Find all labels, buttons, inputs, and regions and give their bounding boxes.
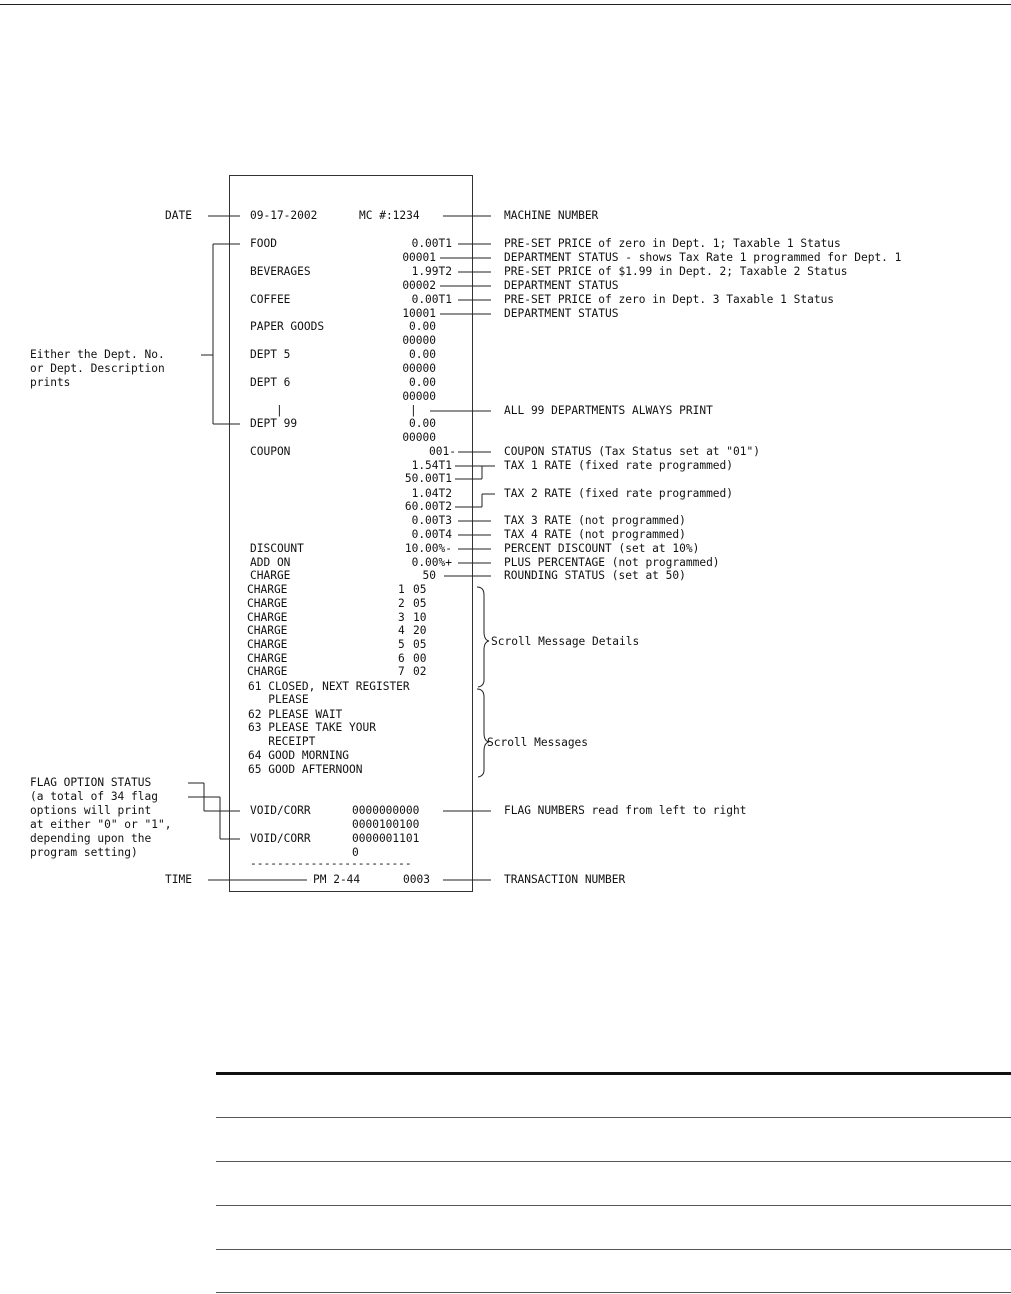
label-rounding: ROUNDING STATUS (set at 50) — [504, 569, 686, 582]
charge-num: 1 — [398, 583, 405, 596]
dept-name-coffee: COFFEE — [250, 293, 291, 306]
dept-status-5: 00000 — [402, 362, 436, 375]
label-dept-or-desc-1: Either the Dept. No. — [30, 348, 165, 361]
charge-name: CHARGE — [247, 611, 288, 624]
charge-num: 6 — [398, 652, 405, 665]
label-preset-dept1: PRE-SET PRICE of zero in Dept. 1; Taxable 1 Status — [504, 237, 841, 250]
receipt-machine: MC #:1234 — [359, 209, 420, 222]
label-preset-dept2: PRE-SET PRICE of $1.99 in Dept. 2; Taxable 2 Status — [504, 265, 848, 278]
dept-price-6: 0.00 — [409, 376, 436, 389]
label-all-99: ALL 99 DEPARTMENTS ALWAYS PRINT — [504, 404, 713, 417]
ellipsis-mark-right: | — [410, 404, 417, 417]
label-dept-status-1: DEPARTMENT STATUS - shows Tax Rate 1 programmed for Dept. 1 — [504, 251, 902, 264]
dept-price-paper-goods: 0.00 — [409, 320, 436, 333]
label-scroll-details: Scroll Message Details — [491, 635, 640, 648]
charge-name: CHARGE — [247, 624, 288, 637]
charge-num: 7 — [398, 665, 405, 678]
dept-price-coffee: 0.00T1 — [411, 293, 452, 306]
discount-name: DISCOUNT — [250, 542, 304, 555]
dept-name-99: DEPT 99 — [250, 417, 298, 430]
dept-status-6: 00000 — [402, 390, 436, 403]
table-row-rule — [216, 1292, 1011, 1293]
label-flag-option-4: at either "0" or "1", — [30, 818, 172, 831]
dept-price-99: 0.00 — [409, 417, 436, 430]
label-flag-option-1: FLAG OPTION STATUS — [30, 776, 152, 789]
charge-value: 00 — [413, 652, 427, 665]
label-dept-or-desc-2: or Dept. Description — [30, 362, 165, 375]
dept-name-food: FOOD — [250, 237, 277, 250]
label-flag-option-5: depending upon the — [30, 832, 152, 845]
receipt-date: 09-17-2002 — [250, 209, 318, 222]
dept-price-food: 0.00T1 — [411, 237, 452, 250]
scroll-message: 65 GOOD AFTERNOON — [248, 763, 363, 776]
label-tax4: TAX 4 RATE (not programmed) — [504, 528, 686, 541]
label-tax3: TAX 3 RATE (not programmed) — [504, 514, 686, 527]
dept-name-paper-goods: PAPER GOODS — [250, 320, 325, 333]
label-plus-percentage: PLUS PERCENTAGE (not programmed) — [504, 556, 720, 569]
scroll-message: PLEASE — [248, 693, 309, 706]
charge-num: 3 — [398, 611, 405, 624]
receipt-transaction: 0003 — [403, 873, 430, 886]
tax-line: 1.54T1 — [411, 459, 452, 472]
dept-name-6: DEPT 6 — [250, 376, 291, 389]
tax-line: 60.00T2 — [404, 500, 452, 513]
discount-value: 10.00%- — [404, 542, 452, 555]
charge-value: 20 — [413, 624, 427, 637]
label-flag-numbers: FLAG NUMBERS read from left to right — [504, 804, 747, 817]
void-corr-2-line2: 0 — [352, 846, 359, 859]
label-coupon-status: COUPON STATUS (Tax Status set at "01") — [504, 445, 760, 458]
charge-name: CHARGE — [247, 638, 288, 651]
label-tax2: TAX 2 RATE (fixed rate programmed) — [504, 487, 734, 500]
dept-price-5: 0.00 — [409, 348, 436, 361]
void-corr-1-line2: 0000100100 — [352, 818, 420, 831]
charge-value: 05 — [413, 583, 427, 596]
label-time: TIME — [165, 873, 192, 886]
dept-name-5: DEPT 5 — [250, 348, 291, 361]
tax-line: 0.00T4 — [411, 528, 452, 541]
label-transaction-number: TRANSACTION NUMBER — [504, 873, 626, 886]
void-corr-2-name: VOID/CORR — [250, 832, 311, 845]
dept-price-beverages: 1.99T2 — [411, 265, 452, 278]
tax-line: 0.00T3 — [411, 514, 452, 527]
receipt-time: PM 2-44 — [313, 873, 361, 886]
charge-name: CHARGE — [247, 583, 288, 596]
label-machine-number: MACHINE NUMBER — [504, 209, 599, 222]
tax-line: 1.04T2 — [411, 487, 452, 500]
void-corr-1-line1: 0000000000 — [352, 804, 420, 817]
table-row-rule — [216, 1205, 1011, 1206]
charge-name: CHARGE — [247, 652, 288, 665]
addon-name: ADD ON — [250, 556, 291, 569]
dept-status-beverages: 00002 — [402, 279, 436, 292]
scroll-message: 64 GOOD MORNING — [248, 749, 350, 762]
label-dept-status-2: DEPARTMENT STATUS — [504, 279, 619, 292]
charge-value: 10 — [413, 611, 427, 624]
charge-value: 05 — [413, 597, 427, 610]
charge-value: 05 — [413, 638, 427, 651]
dept-status-food: 00001 — [402, 251, 436, 264]
label-dept-status-3: DEPARTMENT STATUS — [504, 307, 619, 320]
ellipsis-mark-left: | — [276, 404, 283, 417]
table-row-rule — [216, 1117, 1011, 1118]
void-corr-2-line1: 0000001101 — [352, 832, 420, 845]
label-flag-option-2: (a total of 34 flag — [30, 790, 158, 803]
label-dept-or-desc-3: prints — [30, 376, 71, 389]
dept-status-coffee: 10001 — [402, 307, 436, 320]
table-row-rule — [216, 1249, 1011, 1250]
scroll-message: 61 CLOSED, NEXT REGISTER — [248, 680, 410, 693]
table-top-rule — [216, 1072, 1011, 1075]
charge-value: 02 — [413, 665, 427, 678]
label-date: DATE — [165, 209, 192, 222]
charge-name: CHARGE — [247, 665, 288, 678]
dept-name-beverages: BEVERAGES — [250, 265, 311, 278]
label-percent-discount: PERCENT DISCOUNT (set at 10%) — [504, 542, 700, 555]
receipt-dash-line: ------------------------ — [250, 857, 412, 870]
scroll-message: RECEIPT — [248, 735, 316, 748]
coupon-name: COUPON — [250, 445, 291, 458]
scroll-message: 63 PLEASE TAKE YOUR — [248, 721, 376, 734]
label-scroll-messages: Scroll Messages — [487, 736, 589, 749]
charge-num: 2 — [398, 597, 405, 610]
void-corr-1-name: VOID/CORR — [250, 804, 311, 817]
addon-value: 0.00%+ — [411, 556, 452, 569]
label-preset-dept3: PRE-SET PRICE of zero in Dept. 3 Taxable 1 Status — [504, 293, 835, 306]
label-tax1: TAX 1 RATE (fixed rate programmed) — [504, 459, 734, 472]
label-flag-option-3: options will print — [30, 804, 152, 817]
charge-num: 4 — [398, 624, 405, 637]
coupon-value: 001- — [429, 445, 456, 458]
tax-line: 50.00T1 — [404, 472, 452, 485]
label-flag-option-6: program setting) — [30, 846, 138, 859]
charge-num: 5 — [398, 638, 405, 651]
charge-rounding-name: CHARGE — [250, 569, 291, 582]
table-row-rule — [216, 1161, 1011, 1162]
dept-status-99: 00000 — [402, 431, 436, 444]
charge-name: CHARGE — [247, 597, 288, 610]
charge-rounding-value: 50 — [422, 569, 436, 582]
scroll-message: 62 PLEASE WAIT — [248, 708, 343, 721]
dept-status-paper-goods: 00000 — [402, 334, 436, 347]
